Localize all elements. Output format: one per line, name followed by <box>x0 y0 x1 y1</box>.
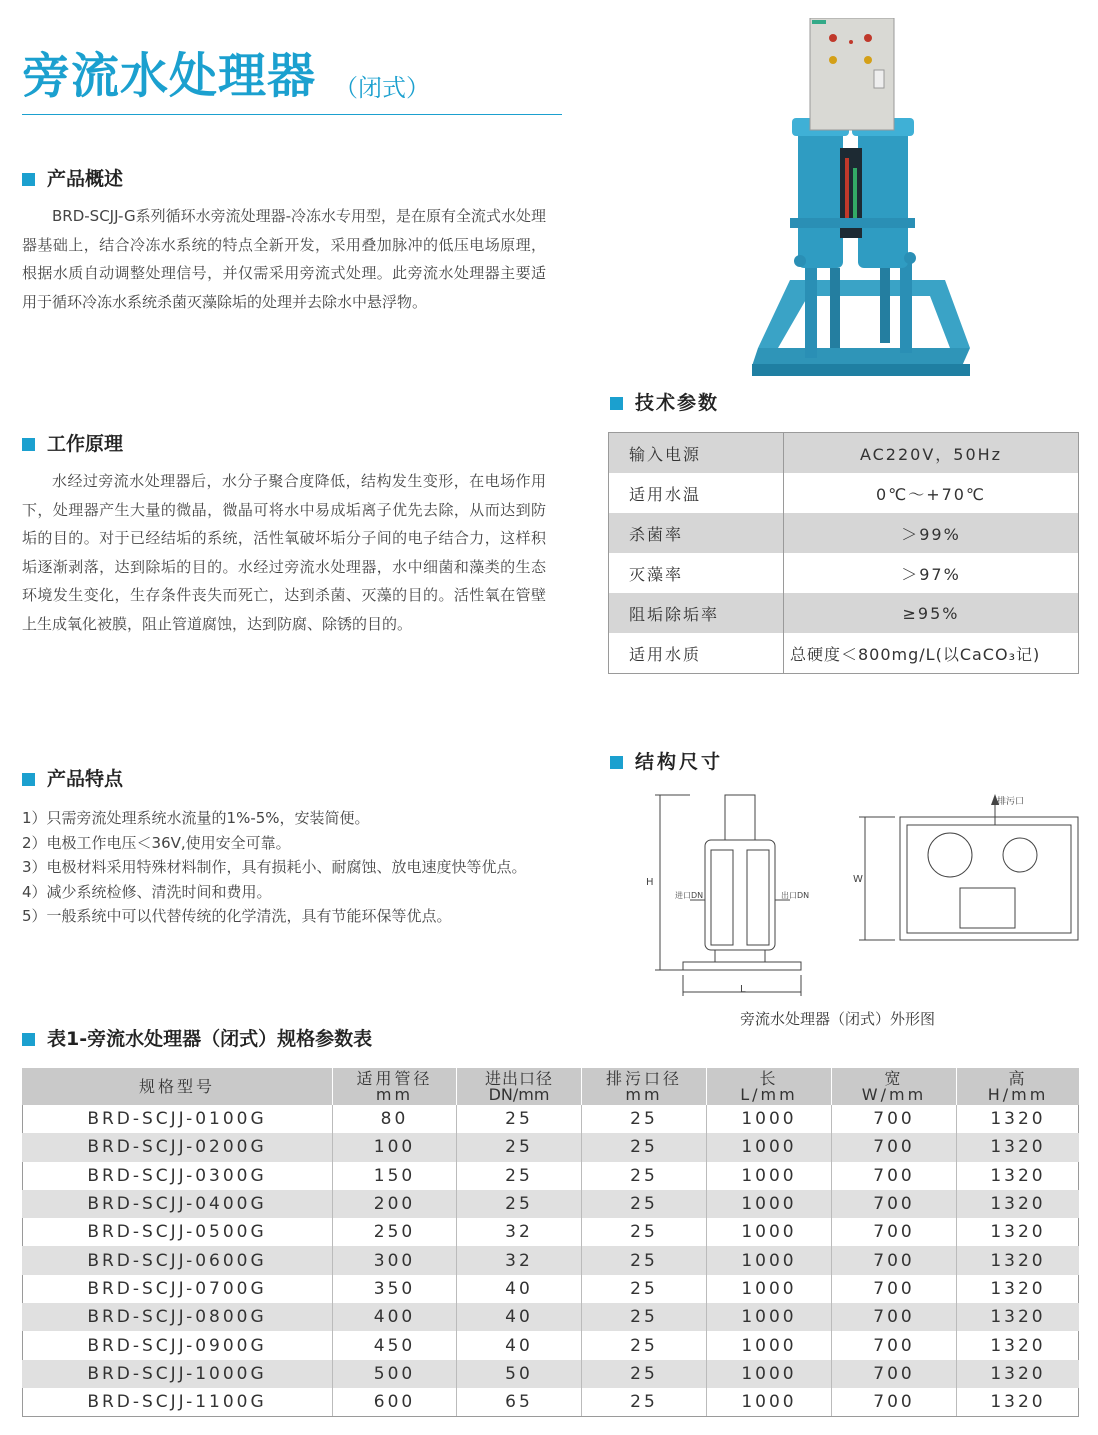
value-cell: 400 <box>333 1303 457 1331</box>
table-row <box>22 1275 1079 1303</box>
value-cell: 25 <box>582 1105 707 1133</box>
table-row <box>22 1133 1079 1161</box>
bullet-square-icon <box>22 173 35 186</box>
value-cell: 40 <box>457 1331 582 1359</box>
value-cell: 25 <box>582 1133 707 1161</box>
value-cell: 1320 <box>990 1222 1046 1243</box>
value-cell: 100 <box>333 1133 457 1161</box>
value-cell: 25 <box>582 1331 707 1359</box>
col-header-port: 进出口径 DN/mm <box>457 1068 582 1105</box>
value-cell: 1000 <box>707 1105 832 1133</box>
value-cell: 1000 <box>707 1303 832 1331</box>
value-cell: 25 <box>582 1190 707 1218</box>
overview-text: BRD-SCJJ-G系列循环水旁流处理器-冷冻水专用型，是在原有全流式水处理器基础上，结合冷冻水系统的特点全新开发，采用叠加脉冲的低压电场原理，根据水质自动调整处理信号，并仅需采用旁流式处理。此旁流水处理器主要适用于循环冷冻水系统杀菌灭藻除垢的处理并去除水中悬浮物。 <box>22 207 546 311</box>
spec-table <box>22 1068 1079 1416</box>
table-row <box>22 1162 1079 1190</box>
value-cell: 1320 <box>990 1392 1046 1413</box>
table-row <box>22 1331 1079 1359</box>
value-cell: 200 <box>333 1190 457 1218</box>
value-cell: 300 <box>333 1246 457 1274</box>
value-cell: 700 <box>832 1105 957 1133</box>
model-cell: BRD-SCJJ-0300G <box>22 1162 333 1190</box>
value-cell: 700 <box>832 1162 957 1190</box>
value-cell: 25 <box>582 1218 707 1246</box>
bullet-square-icon <box>610 397 623 410</box>
model-cell: BRD-SCJJ-0600G <box>22 1246 333 1274</box>
overview-heading: 产品概述 <box>22 170 123 189</box>
tech-row: 适用水质 总硬度＜800mg/L(以CaCO₃记) <box>609 633 1079 674</box>
value-cell: 65 <box>457 1388 582 1416</box>
table-row <box>22 1388 1079 1416</box>
tech-table <box>608 432 1079 674</box>
dim-l-label: L <box>740 984 746 995</box>
value-cell: 450 <box>333 1331 457 1359</box>
value-cell: 1320 <box>957 1133 1080 1161</box>
value-cell: 25 <box>582 1388 707 1416</box>
inlet-label: 进口DN <box>675 891 704 900</box>
value-cell: 25 <box>582 1303 707 1331</box>
feature-item: 5）一般系统中可以代替传统的化学清洗，具有节能环保等优点。 <box>22 907 452 925</box>
tech-row: 阻垢除垢率 ≥95% <box>609 593 1079 633</box>
value-cell: 25 <box>582 1275 707 1303</box>
bullet-square-icon <box>22 773 35 786</box>
dim-w-label: W <box>853 874 863 885</box>
value-cell: 1000 <box>707 1133 832 1161</box>
value-cell: 600 <box>333 1388 457 1416</box>
model-cell: BRD-SCJJ-0100G <box>22 1105 333 1133</box>
value-cell: 1000 <box>707 1218 832 1246</box>
value-cell: 700 <box>832 1303 957 1331</box>
col-header-width: 宽 W/mm <box>832 1068 957 1105</box>
model-cell: BRD-SCJJ-0200G <box>22 1133 333 1161</box>
value-cell: 700 <box>832 1218 957 1246</box>
value-cell: 1320 <box>990 1165 1046 1186</box>
model-cell: BRD-SCJJ-1100G <box>22 1388 333 1416</box>
outlet-label: 出口DN <box>781 891 810 900</box>
value-cell: 32 <box>457 1218 582 1246</box>
value-cell: 1320 <box>957 1360 1080 1388</box>
value-cell: 700 <box>832 1190 957 1218</box>
tech-row: 灭藻率 ＞97% <box>609 553 1079 593</box>
model-cell: BRD-SCJJ-1000G <box>22 1360 333 1388</box>
model-cell: BRD-SCJJ-0700G <box>22 1275 333 1303</box>
tech-row: 适用水温 0℃～+70℃ <box>609 473 1079 513</box>
value-cell: 1000 <box>707 1162 832 1190</box>
value-cell: 25 <box>457 1105 582 1133</box>
spec-header-row <box>22 1068 1079 1105</box>
value-cell: 700 <box>832 1133 957 1161</box>
structure-heading: 结构尺寸 <box>610 753 723 772</box>
model-cell: BRD-SCJJ-0500G <box>22 1218 333 1246</box>
value-cell: 350 <box>333 1275 457 1303</box>
value-cell: 250 <box>333 1218 457 1246</box>
model-cell: BRD-SCJJ-0900G <box>22 1331 333 1359</box>
value-cell: 700 <box>832 1246 957 1274</box>
page-title: 旁流水处理器 <box>22 48 317 104</box>
structure-drawing <box>645 780 1090 1000</box>
value-cell: 1320 <box>957 1246 1080 1274</box>
col-header-pipe: 适用管径 mm <box>333 1068 457 1105</box>
value-cell: 700 <box>832 1275 957 1303</box>
model-cell: BRD-SCJJ-0400G <box>22 1190 333 1218</box>
value-cell: 25 <box>582 1246 707 1274</box>
features-heading: 产品特点 <box>22 770 123 789</box>
feature-item: 3）电极材料采用特殊材料制作，具有损耗小、耐腐蚀、放电速度快等优点。 <box>22 858 527 876</box>
feature-item: 4）减少系统检修、清洗时间和费用。 <box>22 882 272 901</box>
value-cell: 80 <box>333 1105 457 1133</box>
drawing-caption: 旁流水处理器（闭式）外形图 <box>740 1010 936 1028</box>
value-cell: 1320 <box>990 1335 1046 1356</box>
value-cell: 32 <box>457 1246 582 1274</box>
title-divider <box>22 114 562 115</box>
col-header-length: 长 L/mm <box>707 1068 832 1105</box>
value-cell: 40 <box>457 1275 582 1303</box>
value-cell: 1320 <box>957 1190 1080 1218</box>
value-cell: 40 <box>457 1303 582 1331</box>
value-cell: 1000 <box>707 1275 832 1303</box>
value-cell: 25 <box>582 1360 707 1388</box>
col-header-drain: 排污口径 mm <box>582 1068 707 1105</box>
value-cell: 500 <box>333 1360 457 1388</box>
product-photo <box>750 18 975 380</box>
bullet-square-icon <box>22 438 35 451</box>
value-cell: 150 <box>333 1162 457 1190</box>
value-cell: 1000 <box>707 1388 832 1416</box>
model-cell: BRD-SCJJ-0800G <box>22 1303 333 1331</box>
table-row <box>22 1190 1079 1218</box>
value-cell: 700 <box>832 1388 957 1416</box>
principle-text: 水经过旁流水处理器后，水分子聚合度降低，结构发生变形，在电场作用下，处理器产生大量的微晶，微晶可将水中易成垢离子优先去除，从而达到防垢的目的。对于已经结垢的系统，活性氧破坏垢分子间的电子结合力，这样积垢逐渐剥落，达到除垢的目的。水经过旁流水处理器，水中细菌和藻类的生态环境发生变化，生存条件丧失而死亡，达到杀菌、灭藻的目的。活性氧在管壁上生成氧化被膜，阻止管道腐蚀，达到防腐、除锈的目的。 <box>22 472 546 633</box>
bullet-square-icon <box>22 1033 35 1046</box>
page-subtitle: （闭式） <box>334 74 430 102</box>
feature-item: 2）电极工作电压＜36V,使用安全可靠。 <box>22 833 291 852</box>
value-cell: 1000 <box>707 1360 832 1388</box>
principle-heading: 工作原理 <box>22 435 123 454</box>
spec-heading: 表1-旁流水处理器（闭式）规格参数表 <box>22 1030 372 1049</box>
bullet-square-icon <box>610 756 623 769</box>
table-row <box>22 1105 1079 1133</box>
value-cell: 25 <box>457 1133 582 1161</box>
col-header-height: 高 H/mm <box>957 1068 1080 1105</box>
table-row <box>22 1246 1079 1274</box>
value-cell: 1000 <box>707 1246 832 1274</box>
tech-heading: 技术参数 <box>610 394 719 413</box>
drain-label: 排污口 <box>997 797 1025 807</box>
value-cell: 50 <box>457 1360 582 1388</box>
value-cell: 1000 <box>707 1331 832 1359</box>
tech-row: 输入电源 AC220V，50Hz <box>609 433 1079 474</box>
table-row <box>22 1303 1079 1331</box>
value-cell: 1320 <box>990 1278 1046 1299</box>
table-row <box>22 1360 1079 1388</box>
value-cell: 700 <box>832 1331 957 1359</box>
value-cell: 25 <box>582 1162 707 1190</box>
features-list <box>22 806 550 929</box>
value-cell: 1320 <box>957 1303 1080 1331</box>
value-cell: 1000 <box>707 1190 832 1218</box>
dim-h-label: H <box>646 877 654 888</box>
value-cell: 25 <box>457 1190 582 1218</box>
table-row <box>22 1218 1079 1246</box>
col-header-model: 规格型号 <box>22 1068 333 1105</box>
value-cell: 1320 <box>990 1109 1046 1130</box>
value-cell: 700 <box>832 1360 957 1388</box>
feature-item: 1）只需旁流处理系统水流量的1%-5%，安装简便。 <box>22 809 370 827</box>
value-cell: 25 <box>457 1162 582 1190</box>
tech-row: 杀菌率 ＞99% <box>609 513 1079 553</box>
